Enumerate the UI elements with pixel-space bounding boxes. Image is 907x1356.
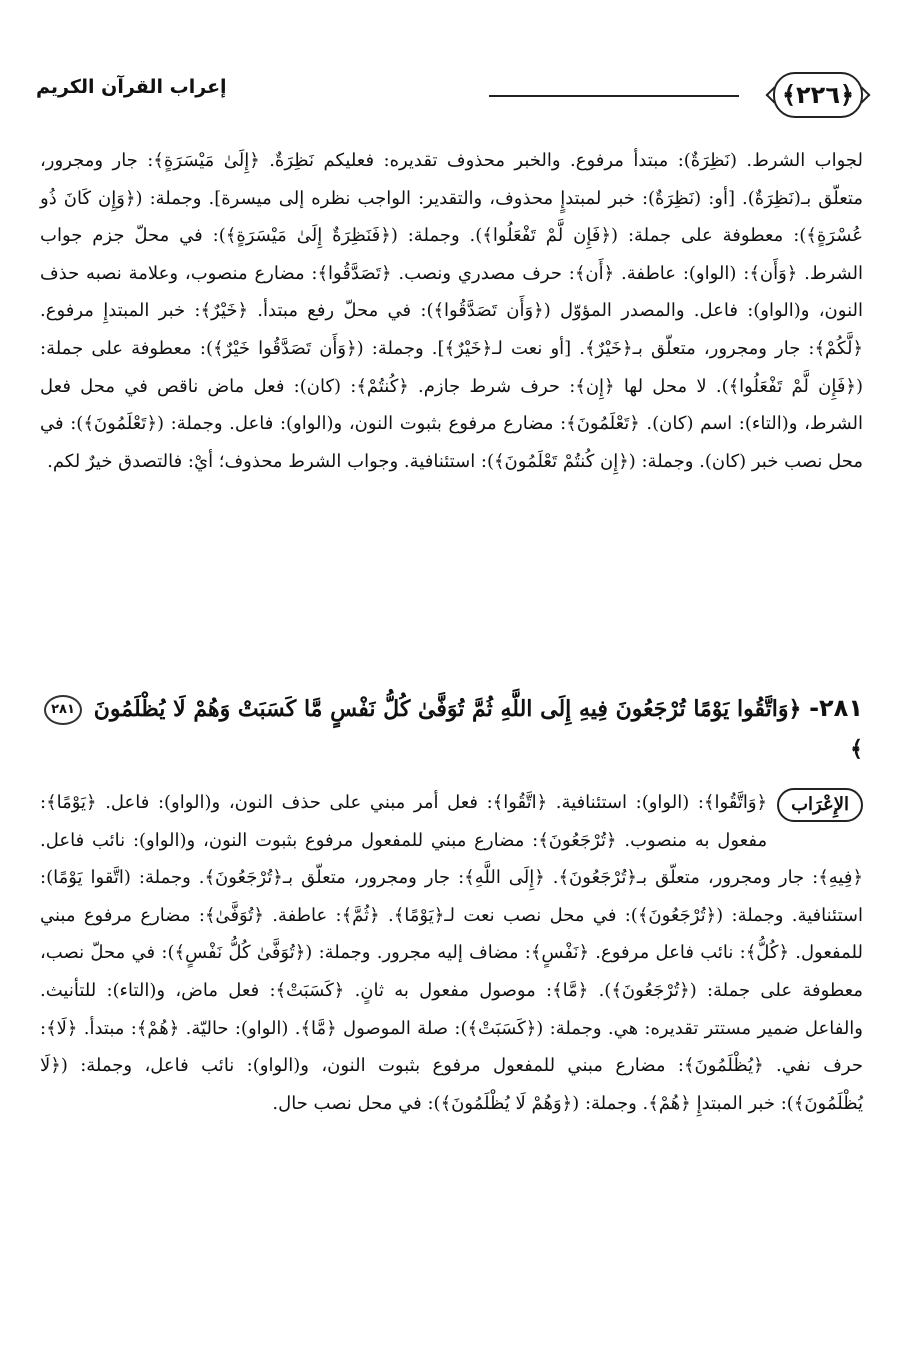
header-rule	[489, 95, 739, 97]
verse-number: ٢٨١-	[809, 694, 863, 722]
irab-heading-badge: الإِعْرَاب	[777, 788, 863, 822]
irab-paragraph	[40, 784, 863, 1122]
book-title: إعراب القرآن الكريم	[36, 76, 227, 98]
grammar-paragraph-top: لجواب الشرط. (نَظِرَةٌ): مبتدأ مرفوع. والخبر محذوف تقديره: فعليكم نَظِرَةٌ. ﴿إِلَىٰ مَيْسَرَةٍ﴾: جار ومجرور، متعلّق بـ(نَظِرَةٌ). [أو: (نَظِرَةٌ): خبر لمبتدإٍ محذوف، والتقدير: الواجب نظره إلى ميسرة]. وجملة: (﴿وَإِن كَانَ ذُو عُسْرَةٍ﴾): معطوفة على جملة: (﴿فَإِن لَّمْ تَفْعَلُوا﴾). وجملة: (﴿فَنَظِرَةٌ إِلَىٰ مَيْسَرَةٍ﴾): في محلّ جزم جواب الشرط. ﴿وَأَن﴾: (الواو): عاطفة. ﴿أَن﴾: حرف مصدري ونصب. ﴿تَصَدَّقُوا﴾: مضارع منصوب، وعلامة نصبه حذف النون، و(الواو): فاعل. والمصدر المؤوّل (﴿وَأَن تَصَدَّقُوا﴾): في محلّ رفع مبتدأ. ﴿خَيْرٌ﴾: خبر المبتدإِ مرفوع. ﴿لَّكُمْ﴾: جار ومجرور، متعلّق بـ﴿خَيْرٌ﴾. [أو نعت لـ﴿خَيْرٌ﴾]. وجملة: (﴿وَأَن تَصَدَّقُوا خَيْرٌ﴾): معطوفة على جملة: (﴿فَإِن لَّمْ تَفْعَلُوا﴾). لا محل لها ﴿إِن﴾: حرف شرط جازم. ﴿كُنتُمْ﴾: (كان): فعل ماض ناقص في محل فعل الشرط، و(التاء): اسم (كان). ﴿تَعْلَمُونَ﴾: مضارع مرفوع بثبوت النون، و(الواو): فاعل. وجملة: (﴿تَعْلَمُونَ﴾): في محل نصب خبر (كان). وجملة: (﴿إِن كُنتُمْ تَعْلَمُونَ﴾): استئنافية. وجواب الشرط محذوف؛ أيْ: فالتصدق خيرٌ لكم.	[40, 150, 863, 472]
irab-text: ﴿وَاتَّقُوا﴾: (الواو): استئنافية. ﴿اتَّقُوا﴾: فعل أمر مبني على حذف النون، و(الواو): فاعل. ﴿يَوْمًا﴾: مفعول به منصوب. ﴿تُرْجَعُونَ﴾: مضارع مبني للمفعول مرفوع بثبوت النون، و(الواو): نائب فاعل. ﴿فِيهِ﴾: جار ومجرور، متعلّق بـ﴿تُرْجَعُونَ﴾. ﴿إِلَى اللَّهِ﴾: جار ومجرور، متعلّق بـ﴿تُرْجَعُونَ﴾. وجملة: (اتَّقوا يَوْمًا): استئنافية. وجملة: (﴿تُرْجَعُونَ﴾): في محل نصب نعت لـ﴿يَوْمًا﴾. ﴿ثُمَّ﴾: عاطفة. ﴿تُوَفَّىٰ﴾: مضارع مرفوع مبني للمفعول. ﴿كُلُّ﴾: نائب فاعل مرفوع. ﴿نَفْسٍ﴾: مضاف إليه مجرور. وجملة: (﴿تُوَفَّىٰ كُلُّ نَفْسٍ﴾): في محلّ نصب، معطوفة على جملة: (﴿تُرْجَعُونَ﴾). ﴿مَّا﴾: موصول مفعول به ثانٍ. ﴿كَسَبَتْ﴾: فعل ماض، و(التاء): للتأنيث. والفاعل ضمير مستتر تقديره: هي. وجملة: (﴿كَسَبَتْ﴾): صلة الموصول ﴿مَّا﴾. (الواو): حاليّة. ﴿هُمْ﴾: مبتدأ. ﴿لَا﴾: حرف نفي. ﴿يُظْلَمُونَ﴾: مضارع مبني للمفعول مرفوع بثبوت النون، و(الواو): نائب فاعل، وجملة: (﴿لَا يُظْلَمُونَ﴾): خبر المبتدإِ ﴿هُمْ﴾. وجملة: (﴿وَهُمْ لَا يُظْلَمُونَ﴾): في محل نصب حال.	[40, 792, 863, 1114]
ayah-end-marker: ٢٨١	[44, 695, 82, 725]
quran-verse	[40, 688, 863, 769]
verse-closing-bracket: ﴾	[850, 736, 863, 762]
page-header	[36, 68, 863, 120]
verse-text: ﴿وَاتَّقُوا يَوْمًا تُرْجَعُونَ فِيهِ إِلَى اللَّهِ ثُمَّ تُوَفَّىٰ كُلُّ نَفْسٍ مَّا كَسَبَتْ وَهُمْ لَا يُظْلَمُونَ	[93, 696, 802, 722]
page-number: ﴿٢٢٦﴾	[773, 72, 863, 118]
